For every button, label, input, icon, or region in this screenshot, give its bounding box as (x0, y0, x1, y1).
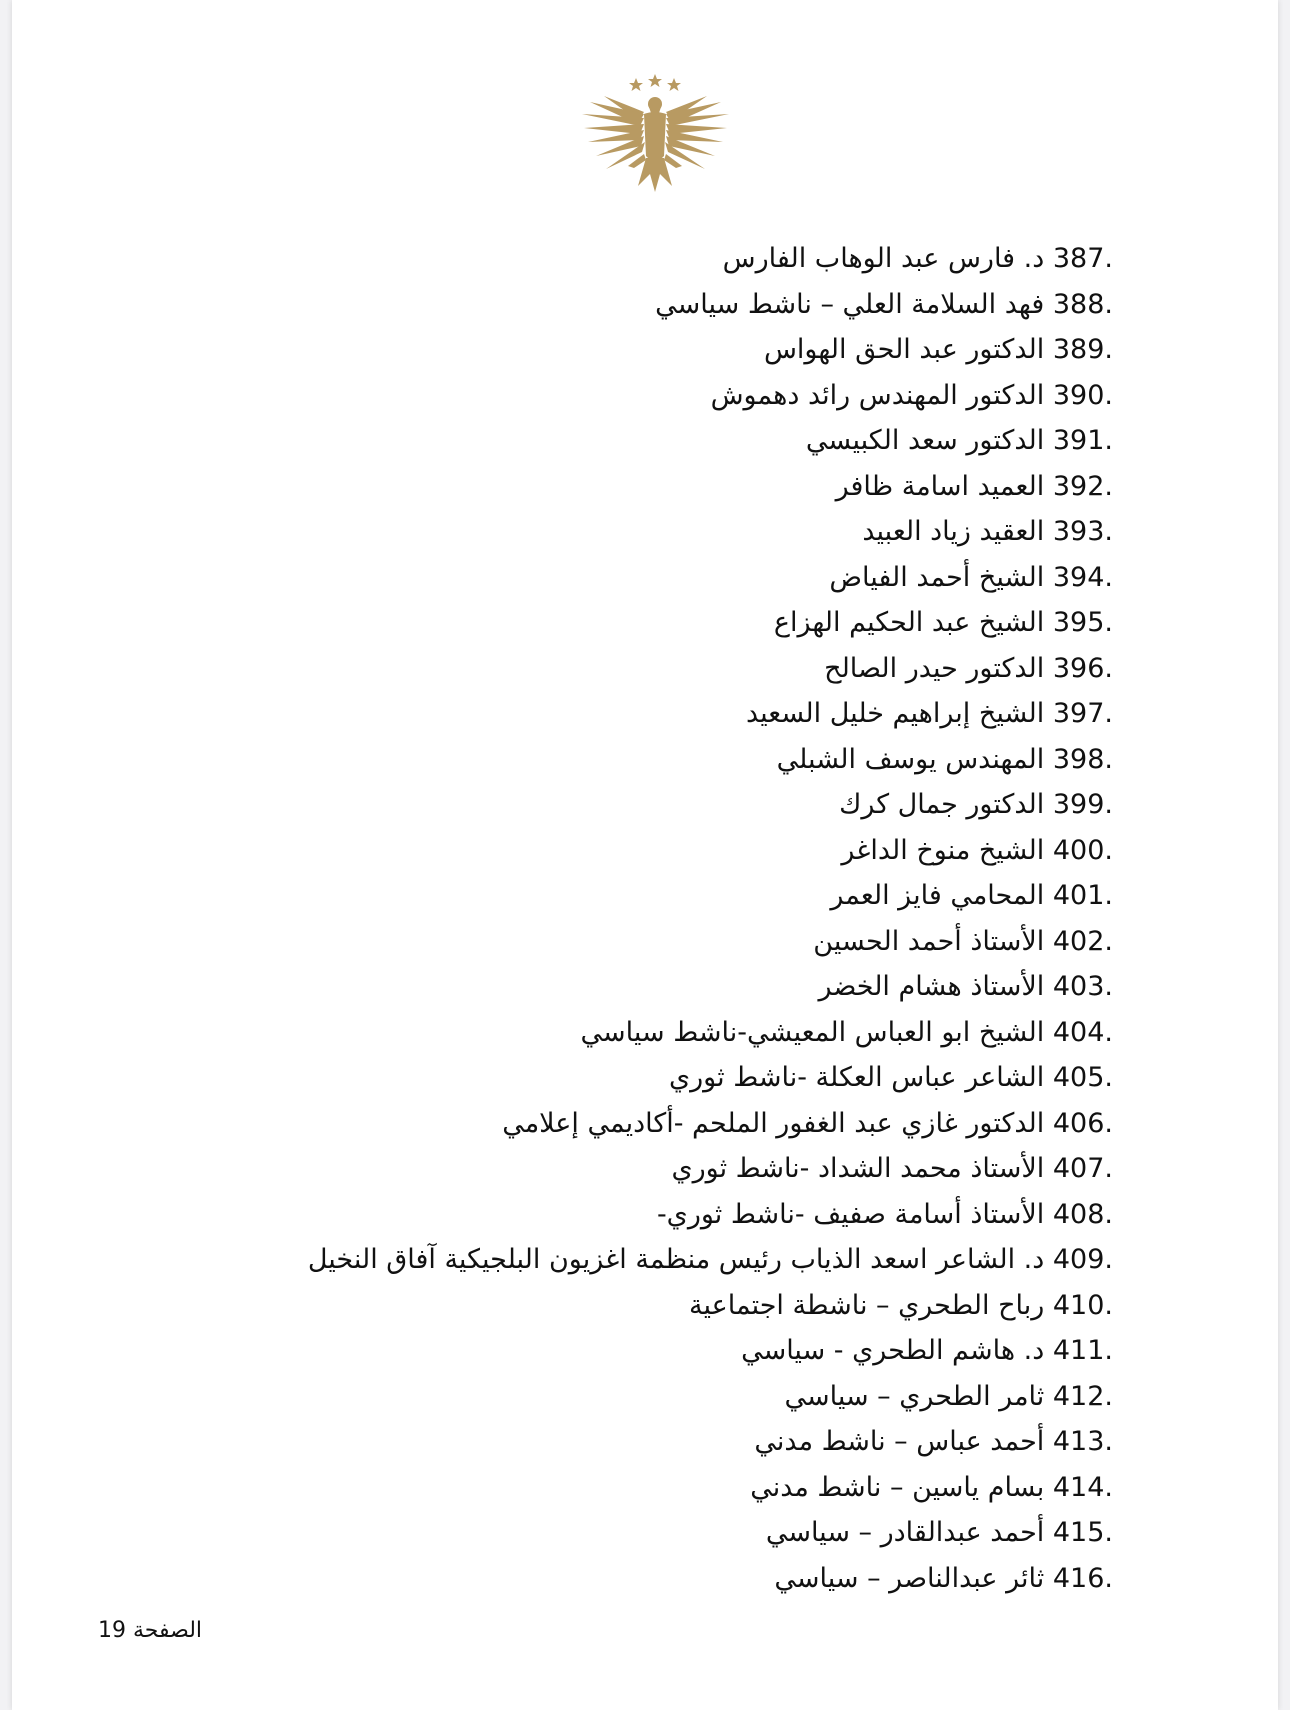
list-item (308, 1465, 1113, 1511)
item-number: 405. (1052, 1062, 1113, 1093)
list-item (308, 1010, 1113, 1056)
item-text: المحامي فايز العمر (830, 880, 1045, 911)
list-item (308, 373, 1113, 419)
item-number: 403. (1052, 971, 1113, 1002)
item-text: الأستاذ أسامة صفيف -ناشط ثوري- (656, 1198, 1045, 1230)
item-text: الدكتور حيدر الصالح (824, 652, 1045, 684)
item-text: ثامر الطحري – سياسي (784, 1380, 1045, 1412)
item-number: 412. (1052, 1380, 1113, 1412)
list-item (308, 1510, 1113, 1556)
list-item (308, 1374, 1113, 1420)
list-item (308, 236, 1113, 282)
item-text: الشيخ منوخ الداغر (841, 834, 1045, 866)
item-number: 416. (1052, 1562, 1113, 1594)
item-number: 392. (1052, 470, 1113, 502)
item-number: 401. (1052, 880, 1113, 911)
item-text: الأستاذ هشام الخضر (818, 971, 1045, 1002)
item-text: ثائر عبدالناصر – سياسي (774, 1562, 1045, 1594)
item-text: أحمد عبدالقادر – سياسي (765, 1517, 1045, 1548)
item-number: 395. (1052, 607, 1113, 638)
item-text: المهندس يوسف الشبلي (776, 743, 1045, 775)
item-text: الأستاذ أحمد الحسين (813, 925, 1045, 957)
item-number: 408. (1052, 1198, 1113, 1230)
item-text: الدكتور غازي عبد الغفور الملحم -أكاديمي إعلامي (502, 1107, 1045, 1139)
list-item (308, 1237, 1113, 1283)
list-item (308, 282, 1113, 328)
item-text: الشيخ عبد الحكيم الهزاع (773, 607, 1045, 638)
list-item (308, 1419, 1113, 1465)
item-text: الشيخ إبراهيم خليل السعيد (745, 698, 1045, 729)
item-text: د. هاشم الطحري - سياسي (741, 1335, 1045, 1366)
item-text: الشيخ أحمد الفياض (829, 561, 1045, 593)
item-text: بسام ياسين – ناشط مدني (750, 1471, 1045, 1503)
item-text: رباح الطحري – ناشطة اجتماعية (689, 1289, 1045, 1321)
list-item (308, 1101, 1113, 1147)
item-number: 402. (1052, 925, 1113, 957)
item-text: فهد السلامة العلي – ناشط سياسي (655, 288, 1045, 320)
item-text: الدكتور جمال كرك (839, 789, 1045, 820)
item-text: الشيخ ابو العباس المعيشي-ناشط سياسي (580, 1016, 1045, 1048)
item-number: 406. (1052, 1107, 1113, 1139)
document-page (12, 0, 1278, 1710)
item-number: 407. (1052, 1153, 1113, 1184)
item-number: 410. (1052, 1289, 1113, 1321)
list-item (308, 873, 1113, 919)
list-item (308, 782, 1113, 828)
eagle-emblem-icon (578, 74, 733, 194)
item-number: 413. (1052, 1426, 1113, 1457)
item-text: د. فارس عبد الوهاب الفارس (722, 243, 1045, 274)
item-number: 389. (1052, 334, 1113, 365)
item-text: الدكتور عبد الحق الهواس (763, 334, 1045, 365)
item-number: 397. (1052, 698, 1113, 729)
item-number: 393. (1052, 516, 1113, 547)
item-number: 400. (1052, 834, 1113, 866)
list-item (308, 828, 1113, 874)
item-number: 414. (1052, 1471, 1113, 1503)
list-item (308, 737, 1113, 783)
list-item (308, 646, 1113, 692)
list-item (308, 919, 1113, 965)
item-text: الدكتور المهندس رائد دهموش (710, 379, 1045, 411)
list-item (308, 464, 1113, 510)
item-number: 404. (1052, 1016, 1113, 1048)
page-footer (98, 1618, 202, 1643)
list-item (308, 964, 1113, 1010)
item-number: 390. (1052, 379, 1113, 411)
list-item (308, 600, 1113, 646)
names-list (308, 236, 1113, 1601)
list-item (308, 1055, 1113, 1101)
item-text: الأستاذ محمد الشداد -ناشط ثوري (671, 1153, 1045, 1184)
page-number: 19 (98, 1618, 126, 1643)
item-number: 399. (1052, 789, 1113, 820)
item-text: د. الشاعر اسعد الذياب رئيس منظمة اغزيون البلجيكية آفاق النخيل (307, 1244, 1045, 1275)
list-item (308, 1556, 1113, 1602)
list-item (308, 1283, 1113, 1329)
list-item (308, 327, 1113, 373)
list-item (308, 1146, 1113, 1192)
item-text: العميد اسامة ظافر (835, 470, 1045, 502)
item-number: 398. (1052, 743, 1113, 775)
item-text: العقيد زياد العبيد (862, 516, 1045, 547)
list-item (308, 509, 1113, 555)
item-text: أحمد عباس – ناشط مدني (754, 1426, 1045, 1457)
list-item (308, 555, 1113, 601)
item-number: 409. (1052, 1244, 1113, 1275)
item-text: الشاعر عباس العكلة -ناشط ثوري (669, 1062, 1045, 1093)
page-label: الصفحة (133, 1618, 203, 1643)
list-item (308, 1192, 1113, 1238)
item-number: 391. (1052, 425, 1113, 456)
list-item (308, 1328, 1113, 1374)
list-item (308, 691, 1113, 737)
item-text: الدكتور سعد الكبيسي (805, 425, 1045, 456)
item-number: 396. (1052, 652, 1113, 684)
item-number: 394. (1052, 561, 1113, 593)
item-number: 388. (1052, 288, 1113, 320)
item-number: 387. (1052, 243, 1113, 274)
list-item (308, 418, 1113, 464)
item-number: 415. (1052, 1517, 1113, 1548)
item-number: 411. (1052, 1335, 1113, 1366)
